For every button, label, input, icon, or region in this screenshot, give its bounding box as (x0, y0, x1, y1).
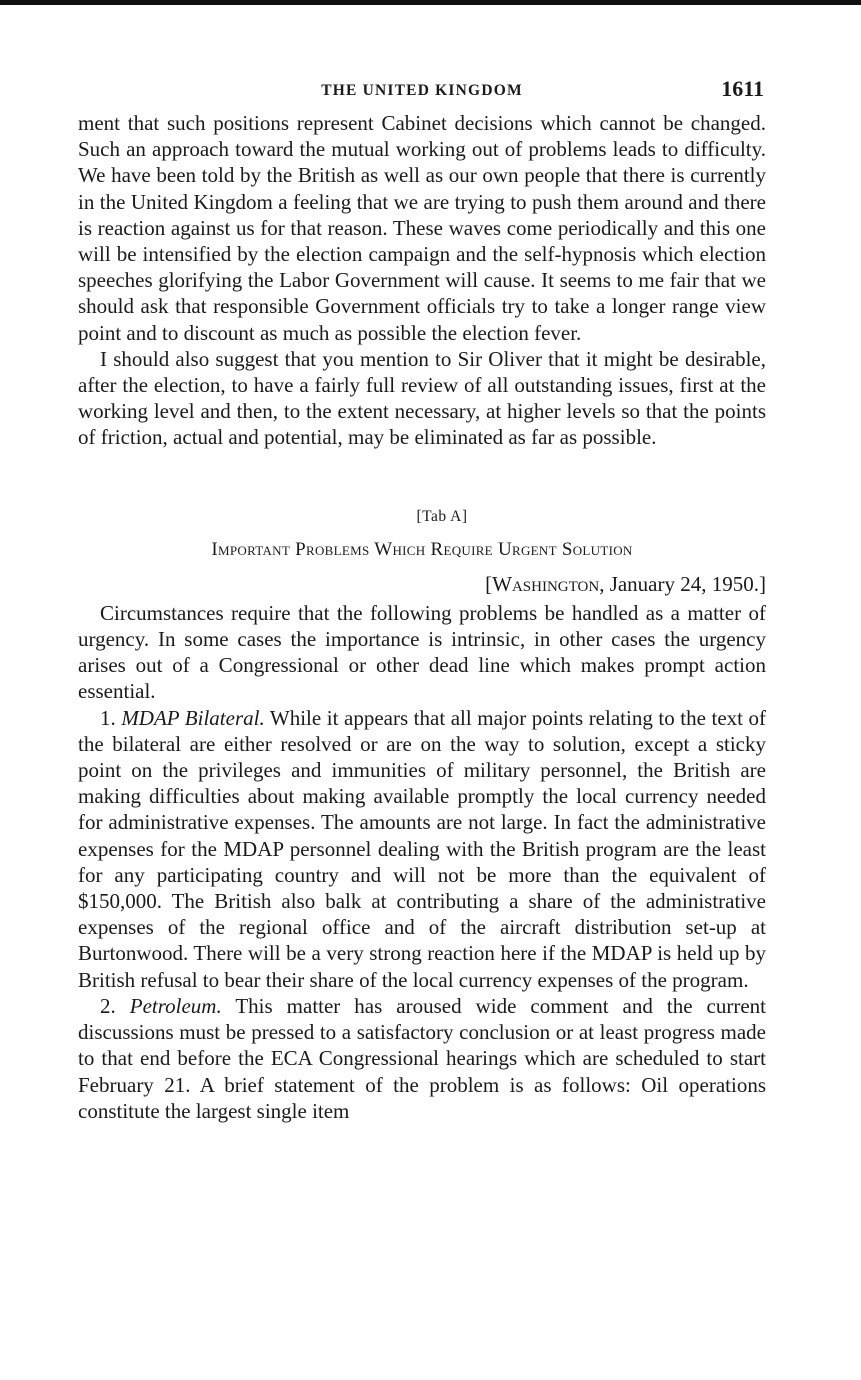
item-1-heading: MDAP Bilateral. (121, 705, 265, 730)
body-paragraph-continuation: ment that such positions represent Cabinet decisions which cannot be changed. Such an approach toward the mutual working out of problems leads to difficulty. We have been told by the British as well as our own people that there is currently in the United Kingdom a feeling that we are trying to push them around and there is reaction against us for that reason. These waves come periodically and this one will be intensified by the election campaign and the self-hypnosis which election speeches glorifying the Labor Government will cause. It seems to me fair that we should ask that responsible Government officials try to take a longer range view point and to discount as much as possible the election fever. (78, 111, 766, 345)
dateline-open-bracket: [ (485, 571, 493, 596)
tab-label: [Tab A] (416, 507, 468, 525)
item-2-heading: Petroleum. (129, 993, 222, 1018)
page-number: 1611 (721, 76, 764, 101)
top-border-rule (0, 0, 861, 5)
running-header (78, 76, 766, 110)
item-mdap-bilateral (78, 705, 766, 993)
item-2-text: This matter has aroused wide comment and the current discussions must be pressed to a satisfactory conclusion or at least progress made to that end before the ECA Congressional hearings which are scheduled to start February 21. A brief statement of the problem is as follows: Oil operations constitute the largest single item (78, 993, 766, 1123)
section-title: Important Problems Which Require Urgent Solution (211, 538, 633, 560)
running-title: THE UNITED KINGDOM (321, 82, 523, 99)
document-page (78, 76, 766, 1124)
body-paragraph-suggestion: I should also suggest that you mention to Sir Oliver that it might be desirable, after the election, to have a fairly full review of all outstanding issues, first at the working level and then, to the extent necessary, at higher levels so that the points of friction, actual and potential, may be eliminated as far as possible. (78, 346, 766, 450)
dateline (78, 571, 766, 597)
dateline-date: , January 24, 1950.] (599, 571, 766, 596)
item-1-text: While it appears that all major points relating to the text of the bilateral are either resolved or are on the way to solution, except a sticky point on the privileges and immunities of military personnel, the British are making difficulties about making available promptly the local currency needed for administrative expenses. The amounts are not large. In fact the administrative expenses for the MDAP personnel dealing with the British program are the least for any participating country and will not be more than the equivalent of $150,000. The British also balk at contributing a share of the administrative expenses of the regional office and of the aircraft distribution set-up at Burtonwood. There will be a very strong reaction here if the MDAP is held up by British refusal to bear their share of the local currency expenses of the program. (78, 705, 767, 992)
dateline-place: Washington (492, 571, 600, 596)
section-spacer (78, 451, 766, 507)
intro-paragraph: Circumstances require that the following problems be handled as a matter of urgency. In some cases the importance is intrinsic, in other cases the urgency arises out of a Congressional or other dead line which makes prompt action essential. (78, 600, 766, 704)
item-petroleum (78, 993, 766, 1124)
item-1-number: 1. (100, 705, 116, 730)
item-2-number: 2. (100, 993, 116, 1018)
